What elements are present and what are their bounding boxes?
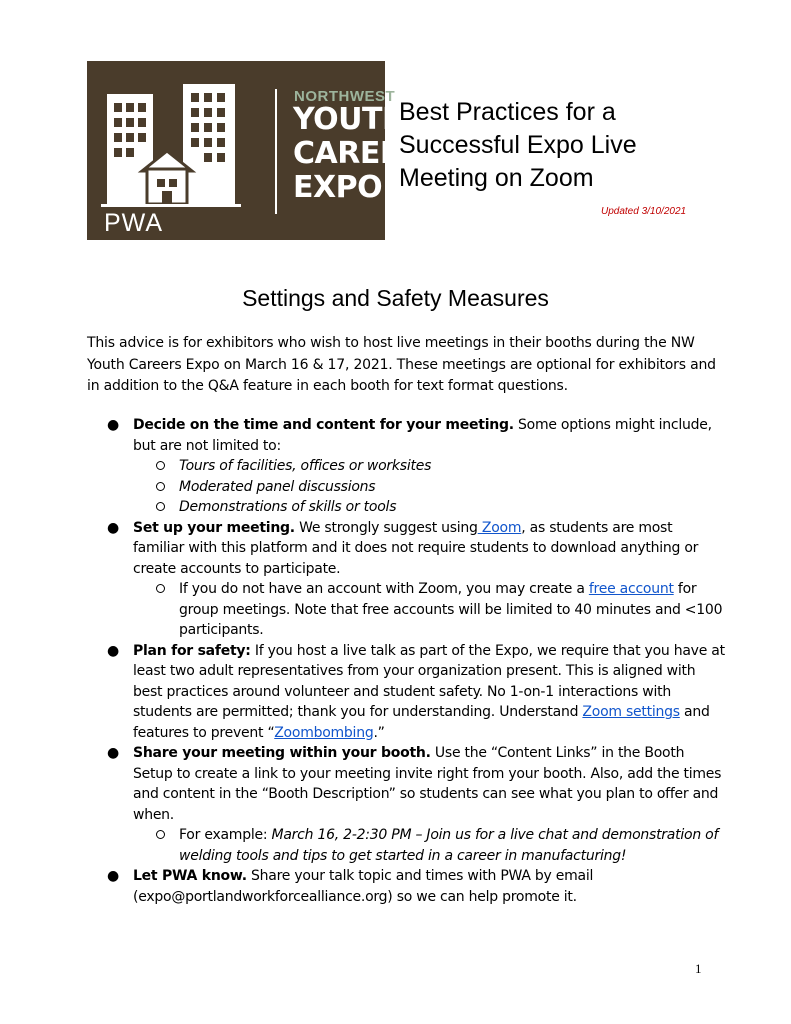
logo-careers: CAREERS [293, 136, 444, 171]
item-text: and features to prevent “ [133, 704, 710, 741]
logo-northwest: NORTHWEST [294, 88, 396, 105]
list-item [87, 641, 727, 744]
logo-expo: EXPO [293, 170, 383, 205]
bullet-icon: ● [107, 642, 119, 659]
item-text: Share your talk topic and times with PWA by email (expo@portlandworkforcealliance.org) so we can help promote it. [133, 868, 594, 905]
page-number: 1 [695, 961, 702, 976]
circle-bullet-icon [156, 482, 165, 491]
sub-item-text: For example: [179, 827, 272, 843]
item-heading: Let PWA know. [133, 868, 247, 884]
item-text: We strongly suggest using [294, 519, 478, 536]
item-text: .” [373, 724, 385, 741]
logo-pwa: PWA [104, 209, 164, 237]
bullet-icon: ● [107, 868, 119, 884]
sub-list-item [87, 497, 727, 518]
zoom-link[interactable]: Zoom [477, 519, 522, 536]
item-text: If you host a live talk as part of the Expo, we require that you have at least two adult representatives from your organization present. This is aligned with best practices around volunteer and student safety. No 1-on-1 interactions with students are permitted; thank you for understanding. Understand [133, 642, 725, 720]
bullet-icon: ● [107, 417, 119, 433]
item-heading: Share your meeting within your booth. [133, 745, 431, 761]
zoombombing-link[interactable]: Zoombombing [274, 724, 374, 741]
sub-item-text: If you do not have an account with Zoom, you may create a [179, 581, 589, 597]
sub-item-text: Tours of facilities, offices or worksites [179, 458, 432, 474]
item-text: , as students are most familiar with this platform and it does not require students to download anything or create accounts to participate. [133, 519, 699, 577]
sub-list-item [87, 579, 727, 641]
section-heading: Settings and Safety Measures [242, 285, 549, 311]
item-text: Some options might include, but are not limited to: [133, 417, 712, 454]
expo-logo [87, 61, 444, 240]
list-item [87, 743, 727, 825]
circle-bullet-icon [156, 502, 165, 511]
item-heading: Set up your meeting. [133, 519, 295, 536]
circle-bullet-icon [156, 461, 165, 470]
list-item [87, 415, 727, 456]
sub-item-example: March 16, 2-2:30 PM – Join us for a live chat and demonstration of welding tools and tips to get started in a career in manufacturing! [179, 827, 719, 864]
bullet-icon: ● [107, 519, 119, 536]
free-account-link[interactable]: free account [588, 581, 674, 597]
list-item [87, 518, 727, 580]
item-heading: Plan for safety: [133, 642, 251, 659]
document-title: Best Practices for a Successful Expo Live Meeting on Zoom [399, 98, 637, 192]
sub-list-item [87, 477, 727, 498]
circle-bullet-icon [156, 584, 165, 593]
sub-list-item [87, 456, 727, 477]
zoom-settings-link[interactable]: Zoom settings [582, 704, 680, 720]
bullet-icon: ● [107, 745, 119, 761]
practices-list [87, 415, 727, 907]
list-item [87, 866, 727, 907]
sub-item-text: Moderated panel discussions [179, 478, 376, 495]
logo-youth: YOUTH [293, 102, 407, 137]
item-text: Use the “Content Links” in the Booth Setup to create a link to your meeting invite right from your booth. Also, add the times and content in the “Booth Description” so students can see what you plan to offer and when. [133, 745, 722, 823]
circle-bullet-icon [156, 830, 165, 839]
updated-date: Updated 3/10/2021 [601, 206, 687, 217]
sub-item-text: Demonstrations of skills or tools [179, 499, 397, 515]
sub-item-text: for group meetings. Note that free accounts will be limited to 40 minutes and <100 participants. [179, 581, 723, 638]
sub-list-item [87, 825, 727, 866]
intro-paragraph: This advice is for exhibitors who wish to host live meetings in their booths during the NW Youth Careers Expo on March 16 & 17, 2021. These meetings are optional for exhibitors and in addition to the Q&A feature in each booth for text format questions. [87, 335, 716, 394]
item-heading: Decide on the time and content for your meeting. [133, 417, 514, 433]
